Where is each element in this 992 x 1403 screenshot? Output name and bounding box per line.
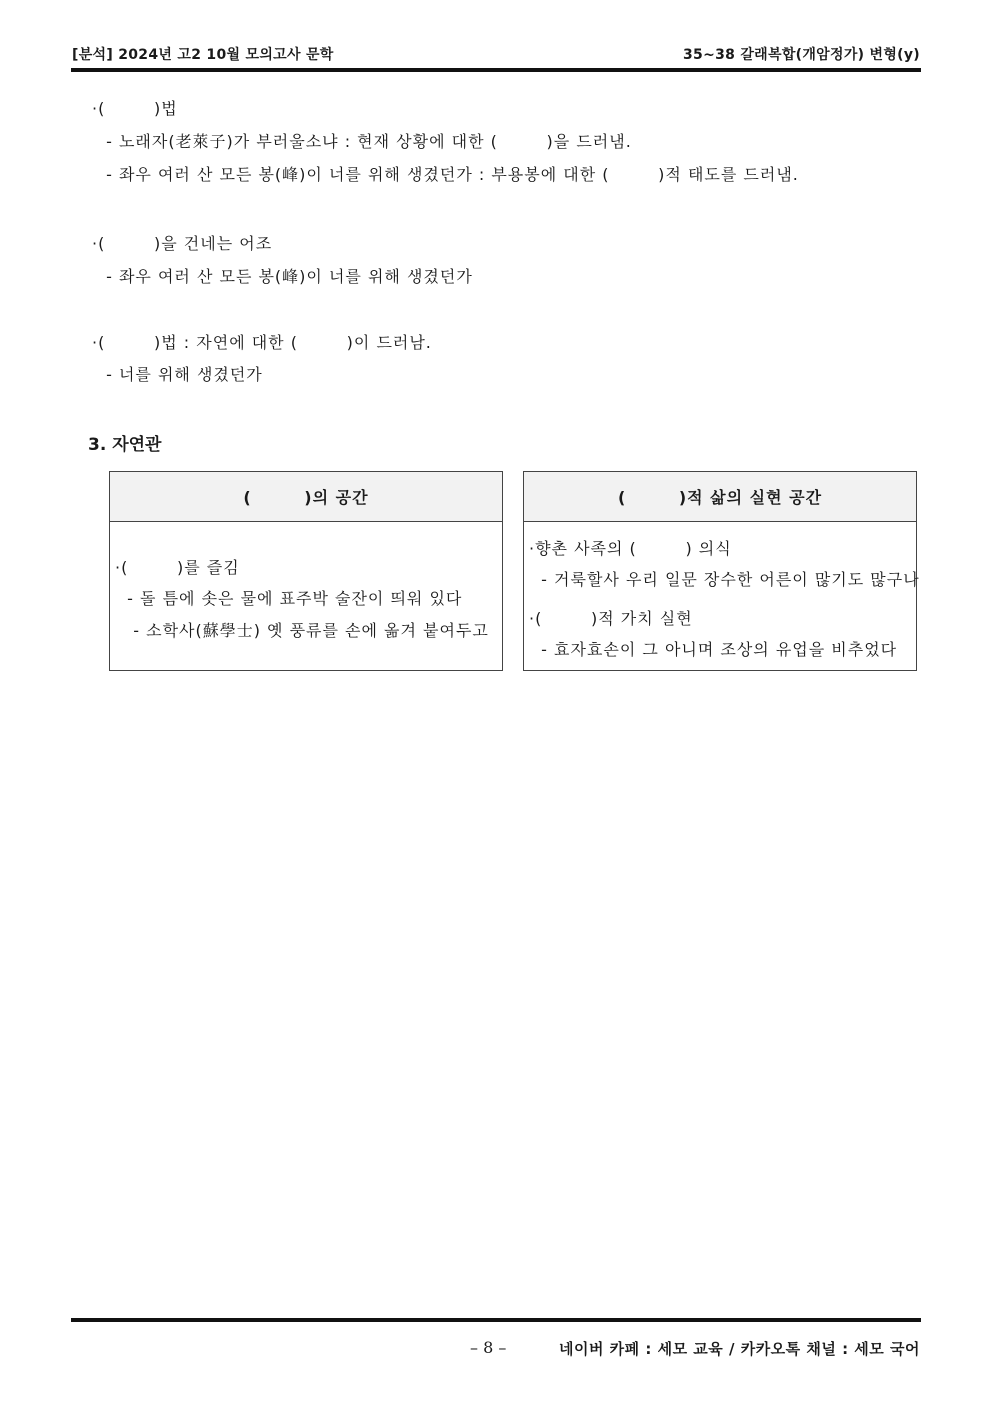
bullet-line: ·( )을 건네는 어조: [92, 234, 273, 253]
box-left-line: - 소학사(蘇學士) 옛 풍류를 손에 옮겨 붙여두고: [115, 621, 489, 640]
box-right-line: ·( )적 가치 실현: [529, 609, 693, 628]
sub-line: - 좌우 여러 산 모든 봉(峰)이 너를 위해 생겼던가 : 부용봉에 대한 ( )적 태도를 드러냄.: [100, 165, 799, 184]
footer-divider: [71, 1318, 921, 1322]
box-left: [109, 471, 503, 671]
page-number: – 8 –: [470, 1338, 507, 1357]
header-divider: [71, 68, 921, 72]
bullet-line: ·( )법: [92, 99, 178, 118]
footer-info: 네이버 카페 : 세모 교육 / 카카오톡 채널 : 세모 국어: [558, 1340, 920, 1358]
box-left-line: ·( )를 즐김: [115, 558, 240, 577]
box-right-line: - 효자효손이 그 아니며 조상의 유업을 비추었다: [529, 640, 898, 659]
sub-line: - 좌우 여러 산 모든 봉(峰)이 너를 위해 생겼던가: [100, 267, 473, 286]
sub-line: - 노래자(老萊子)가 부러울소냐 : 현재 상황에 대한 ( )을 드러냄.: [100, 132, 632, 151]
header-subtitle: 35~38 갈래복합(개암정가) 변형(y): [682, 47, 920, 63]
section-heading: 3. 자연관: [88, 435, 162, 455]
sub-line: - 너를 위해 생겼던가: [100, 365, 263, 384]
header-title: [분석] 2024년 고2 10월 모의고사 문학: [72, 47, 334, 63]
box-right-line: - 거룩할사 우리 일문 장수한 어른이 많기도 많구나: [529, 570, 920, 589]
box-left-line: - 돌 틈에 솟은 물에 표주박 술잔이 띄워 있다: [115, 589, 463, 608]
box-right: [523, 471, 920, 671]
box-right-line: ·향촌 사족의 ( ) 의식: [529, 539, 732, 558]
box-right-header: ( )적 삶의 실현 공간: [524, 472, 916, 522]
bullet-line: ·( )법 : 자연에 대한 ( )이 드러남.: [92, 333, 432, 352]
box-left-header: ( )의 공간: [110, 472, 502, 522]
